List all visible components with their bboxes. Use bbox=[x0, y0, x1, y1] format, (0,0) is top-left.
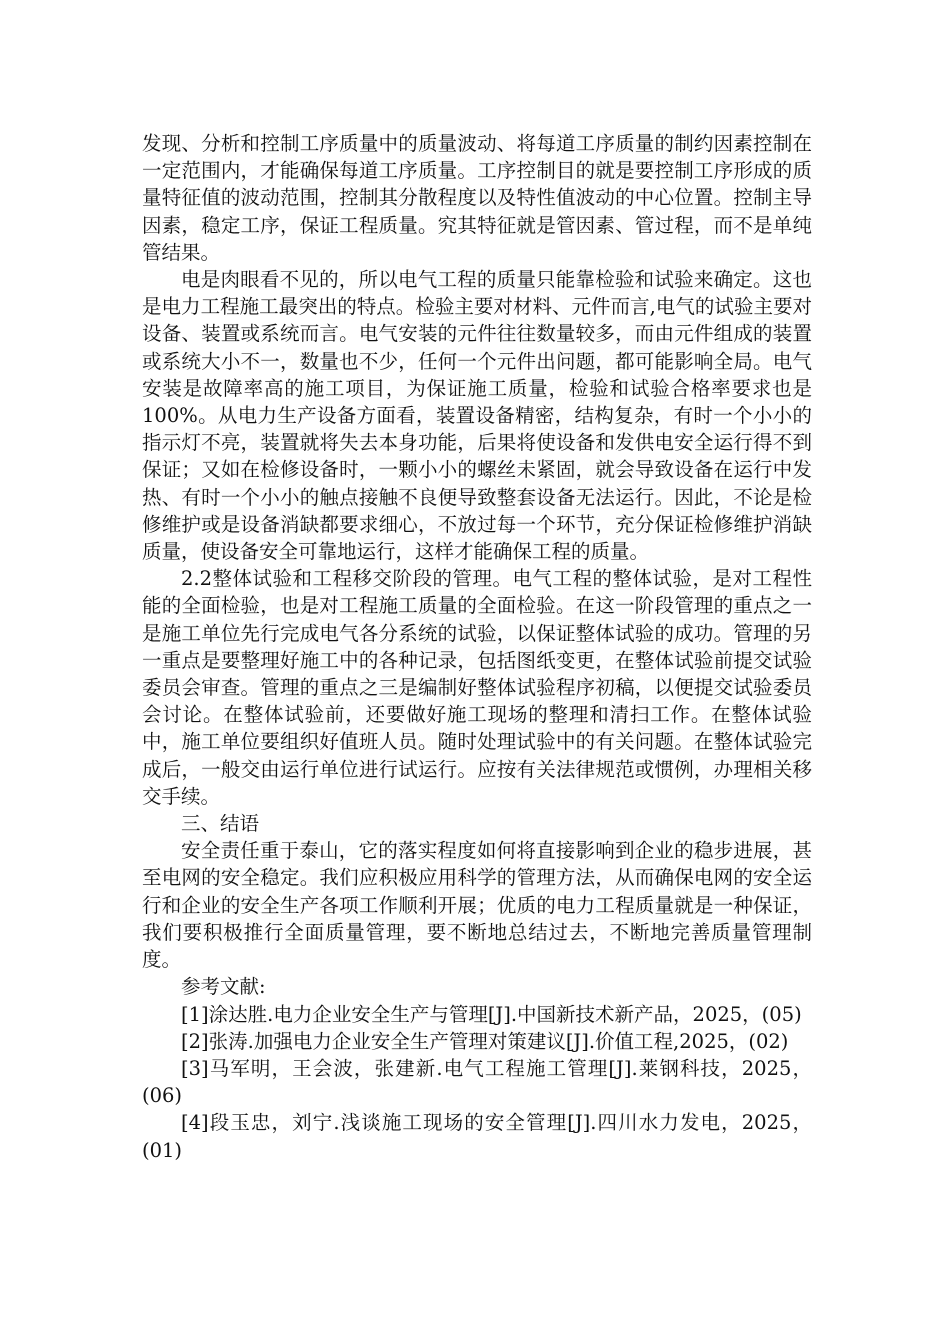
document-body bbox=[142, 130, 812, 1164]
conclusion-heading: 三、结语 bbox=[181, 812, 260, 836]
reference-item: [3]马军明，王会波，张建新.电气工程施工管理[J].莱钢科技，2025，(06) bbox=[142, 1056, 812, 1108]
reference-item: [2]张涛.加强电力企业安全生产管理对策建议[J].价值工程,2025，(02) bbox=[181, 1029, 789, 1053]
paragraph-conclusion: 安全责任重于泰山，它的落实程度如何将直接影响到企业的稳步进展，甚至电网的安全稳定。我们应积极应用科学的管理方法，从而确保电网的安全运行和企业的安全生产各项工作顺利开展；优质的电力工程质量就是一种保证，我们要积极推行全面质量管理，要不断地总结过去，不断地完善质量管理制度。 bbox=[142, 839, 812, 972]
reference-item: [1]涂达胜.电力企业安全生产与管理[J].中国新技术新产品，2025，(05) bbox=[181, 1002, 802, 1026]
paragraph-overall-testing: 2.2整体试验和工程移交阶段的管理。电气工程的整体试验，是对工程性能的全面检验，也是对工程施工质量的全面检验。在这一阶段管理的重点之一是施工单位先行完成电气各分系统的试验，以保证整体试验的成功。管理的另一重点是要整理好施工中的各种记录，包括图纸变更，在整体试验前提交试验委员会审查。管理的重点之三是编制好整体试验程序初稿，以便提交试验委员会讨论。在整体试验前，还要做好施工现场的整理和清扫工作。在整体试验中，施工单位要组织好值班人员。随时处理试验中的有关问题。在整体试验完成后，一般交由运行单位进行试运行。应按有关法律规范或惯例，办理相关移交手续。 bbox=[142, 567, 812, 808]
paragraph-electrical-testing: 电是肉眼看不见的，所以电气工程的质量只能靠检验和试验来确定。这也是电力工程施工最突出的特点。检验主要对材料、元件而言,电气的试验主要对设备、装置或系统而言。电气安装的元件往往数量较多，而由元件组成的装置或系统大小不一，数量也不少，任何一个元件出问题，都可能影响全局。电气安装是故障率高的施工项目，为保证施工质量，检验和试验合格率要求也是100%。从电力生产设备方面看，装置设备精密，结构复杂，有时一个小小的指示灯不亮，装置就将失去本身功能，后果将使设备和发供电安全运行得不到保证；又如在检修设备时，一颗小小的螺丝未紧固，就会导致设备在运行中发热、有时一个小小的触点接触不良便导致整套设备无法运行。因此，不论是检修维护或是设备消缺都要求细心，不放过每一个环节，充分保证检修维护消缺质量，使设备安全可靠地运行，这样才能确保工程的质量。 bbox=[142, 268, 812, 564]
reference-item: [4]段玉忠，刘宁.浅谈施工现场的安全管理[J].四川水力发电，2025，(01) bbox=[142, 1111, 812, 1162]
paragraph-quality-control: 发现、分析和控制工序质量中的质量波动、将每道工序质量的制约因素控制在一定范围内，才能确保每道工序质量。工序控制目的就是要控制工序形成的质量特征值的波动范围，控制其分散程度以及特性值波动的中心位置。控制主导因素，稳定工序，保证工程质量。究其特征就是管因素、管过程，而不是单纯管结果。 bbox=[142, 132, 812, 264]
references-heading: 参考文献: bbox=[181, 975, 266, 999]
